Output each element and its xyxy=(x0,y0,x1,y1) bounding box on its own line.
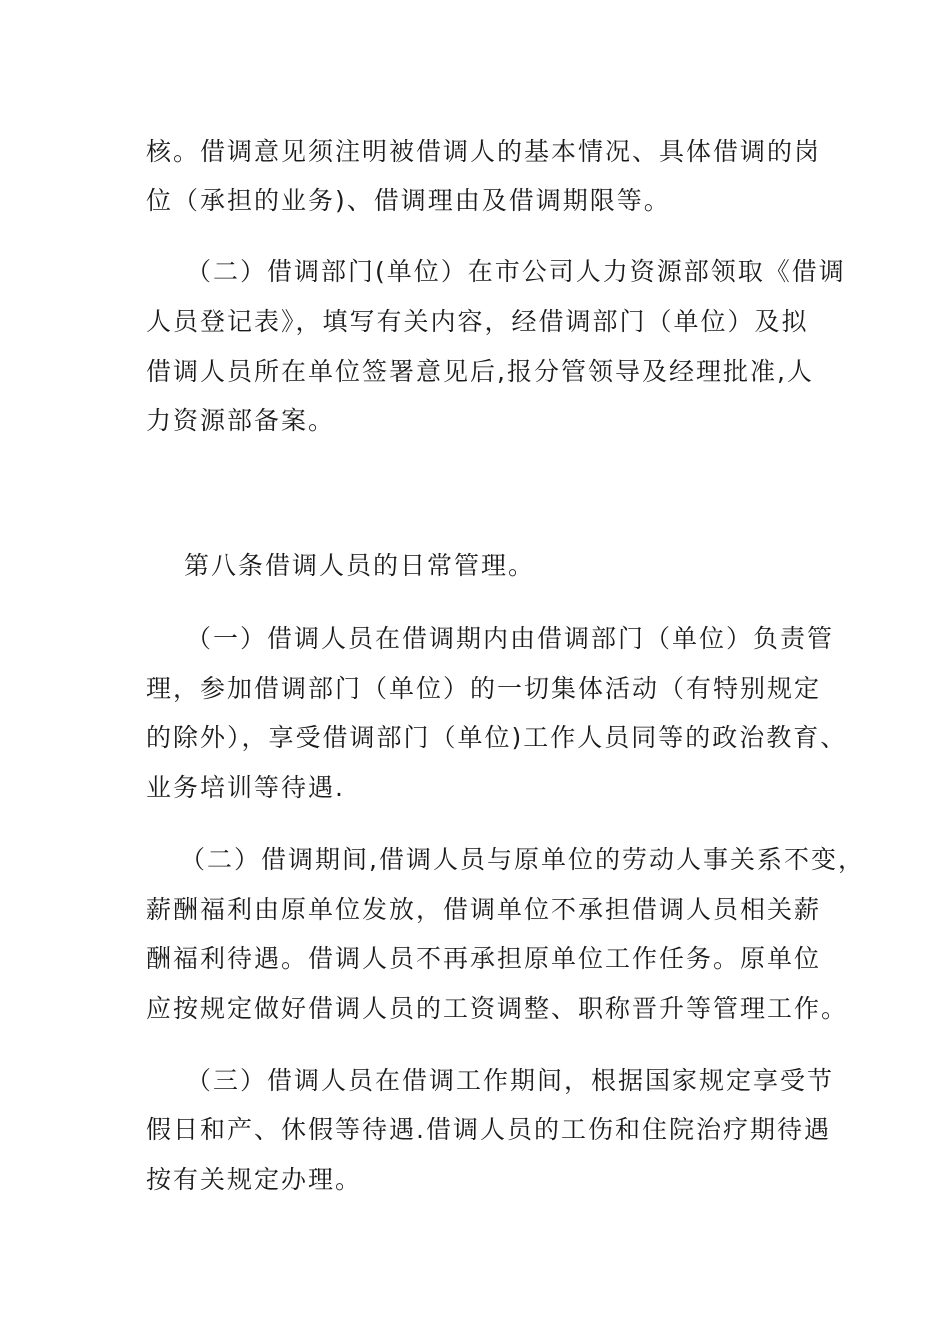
text-line-8: （一）借调人员在借调期内由借调部门（单位）负责管 xyxy=(186,624,835,653)
text-line-1: 核。借调意见须注明被借调人的基本情况、具体借调的岗 xyxy=(146,137,822,166)
text-line-6: 力资源部备案。 xyxy=(146,406,336,435)
text-line-4: 人员登记表》，填写有关内容，经借调部门（单位）及拟 xyxy=(146,307,809,336)
text-line-10: 的除外），享受借调部门（单位)工作人员同等的政治教育、 xyxy=(146,723,848,752)
text-line-11: 业务培训等待遇. xyxy=(146,773,345,802)
text-line-18: 按有关规定办理。 xyxy=(146,1165,363,1194)
section-heading: 第八条借调人员的日常管理。 xyxy=(184,551,536,580)
text-line-15: 应按规定做好借调人员的工资调整、职称晋升等管理工作。 xyxy=(146,994,849,1023)
text-line-12: （二）借调期间,借调人员与原单位的劳动人事关系不变， xyxy=(180,845,865,874)
text-line-2: 位（承担的业务)、借调理由及借调期限等。 xyxy=(146,186,671,215)
text-line-14: 酬福利待遇。借调人员不再承担原单位工作任务。原单位 xyxy=(146,944,822,973)
text-line-17: 假日和产、休假等待遇.借调人员的工伤和住院治疗期待遇 xyxy=(146,1115,831,1144)
text-line-16: （三）借调人员在借调工作期间，根据国家规定享受节 xyxy=(186,1066,835,1095)
text-line-13: 薪酬福利由原单位发放，借调单位不承担借调人员相关薪 xyxy=(146,895,822,924)
text-line-5: 借调人员所在单位签署意见后,报分管领导及经理批准,人 xyxy=(146,357,814,386)
text-line-3: （二）借调部门(单位）在市公司人力资源部领取《借调 xyxy=(186,257,846,286)
text-line-9: 理，参加借调部门（单位）的一切集体活动（有特别规定 xyxy=(146,674,822,703)
